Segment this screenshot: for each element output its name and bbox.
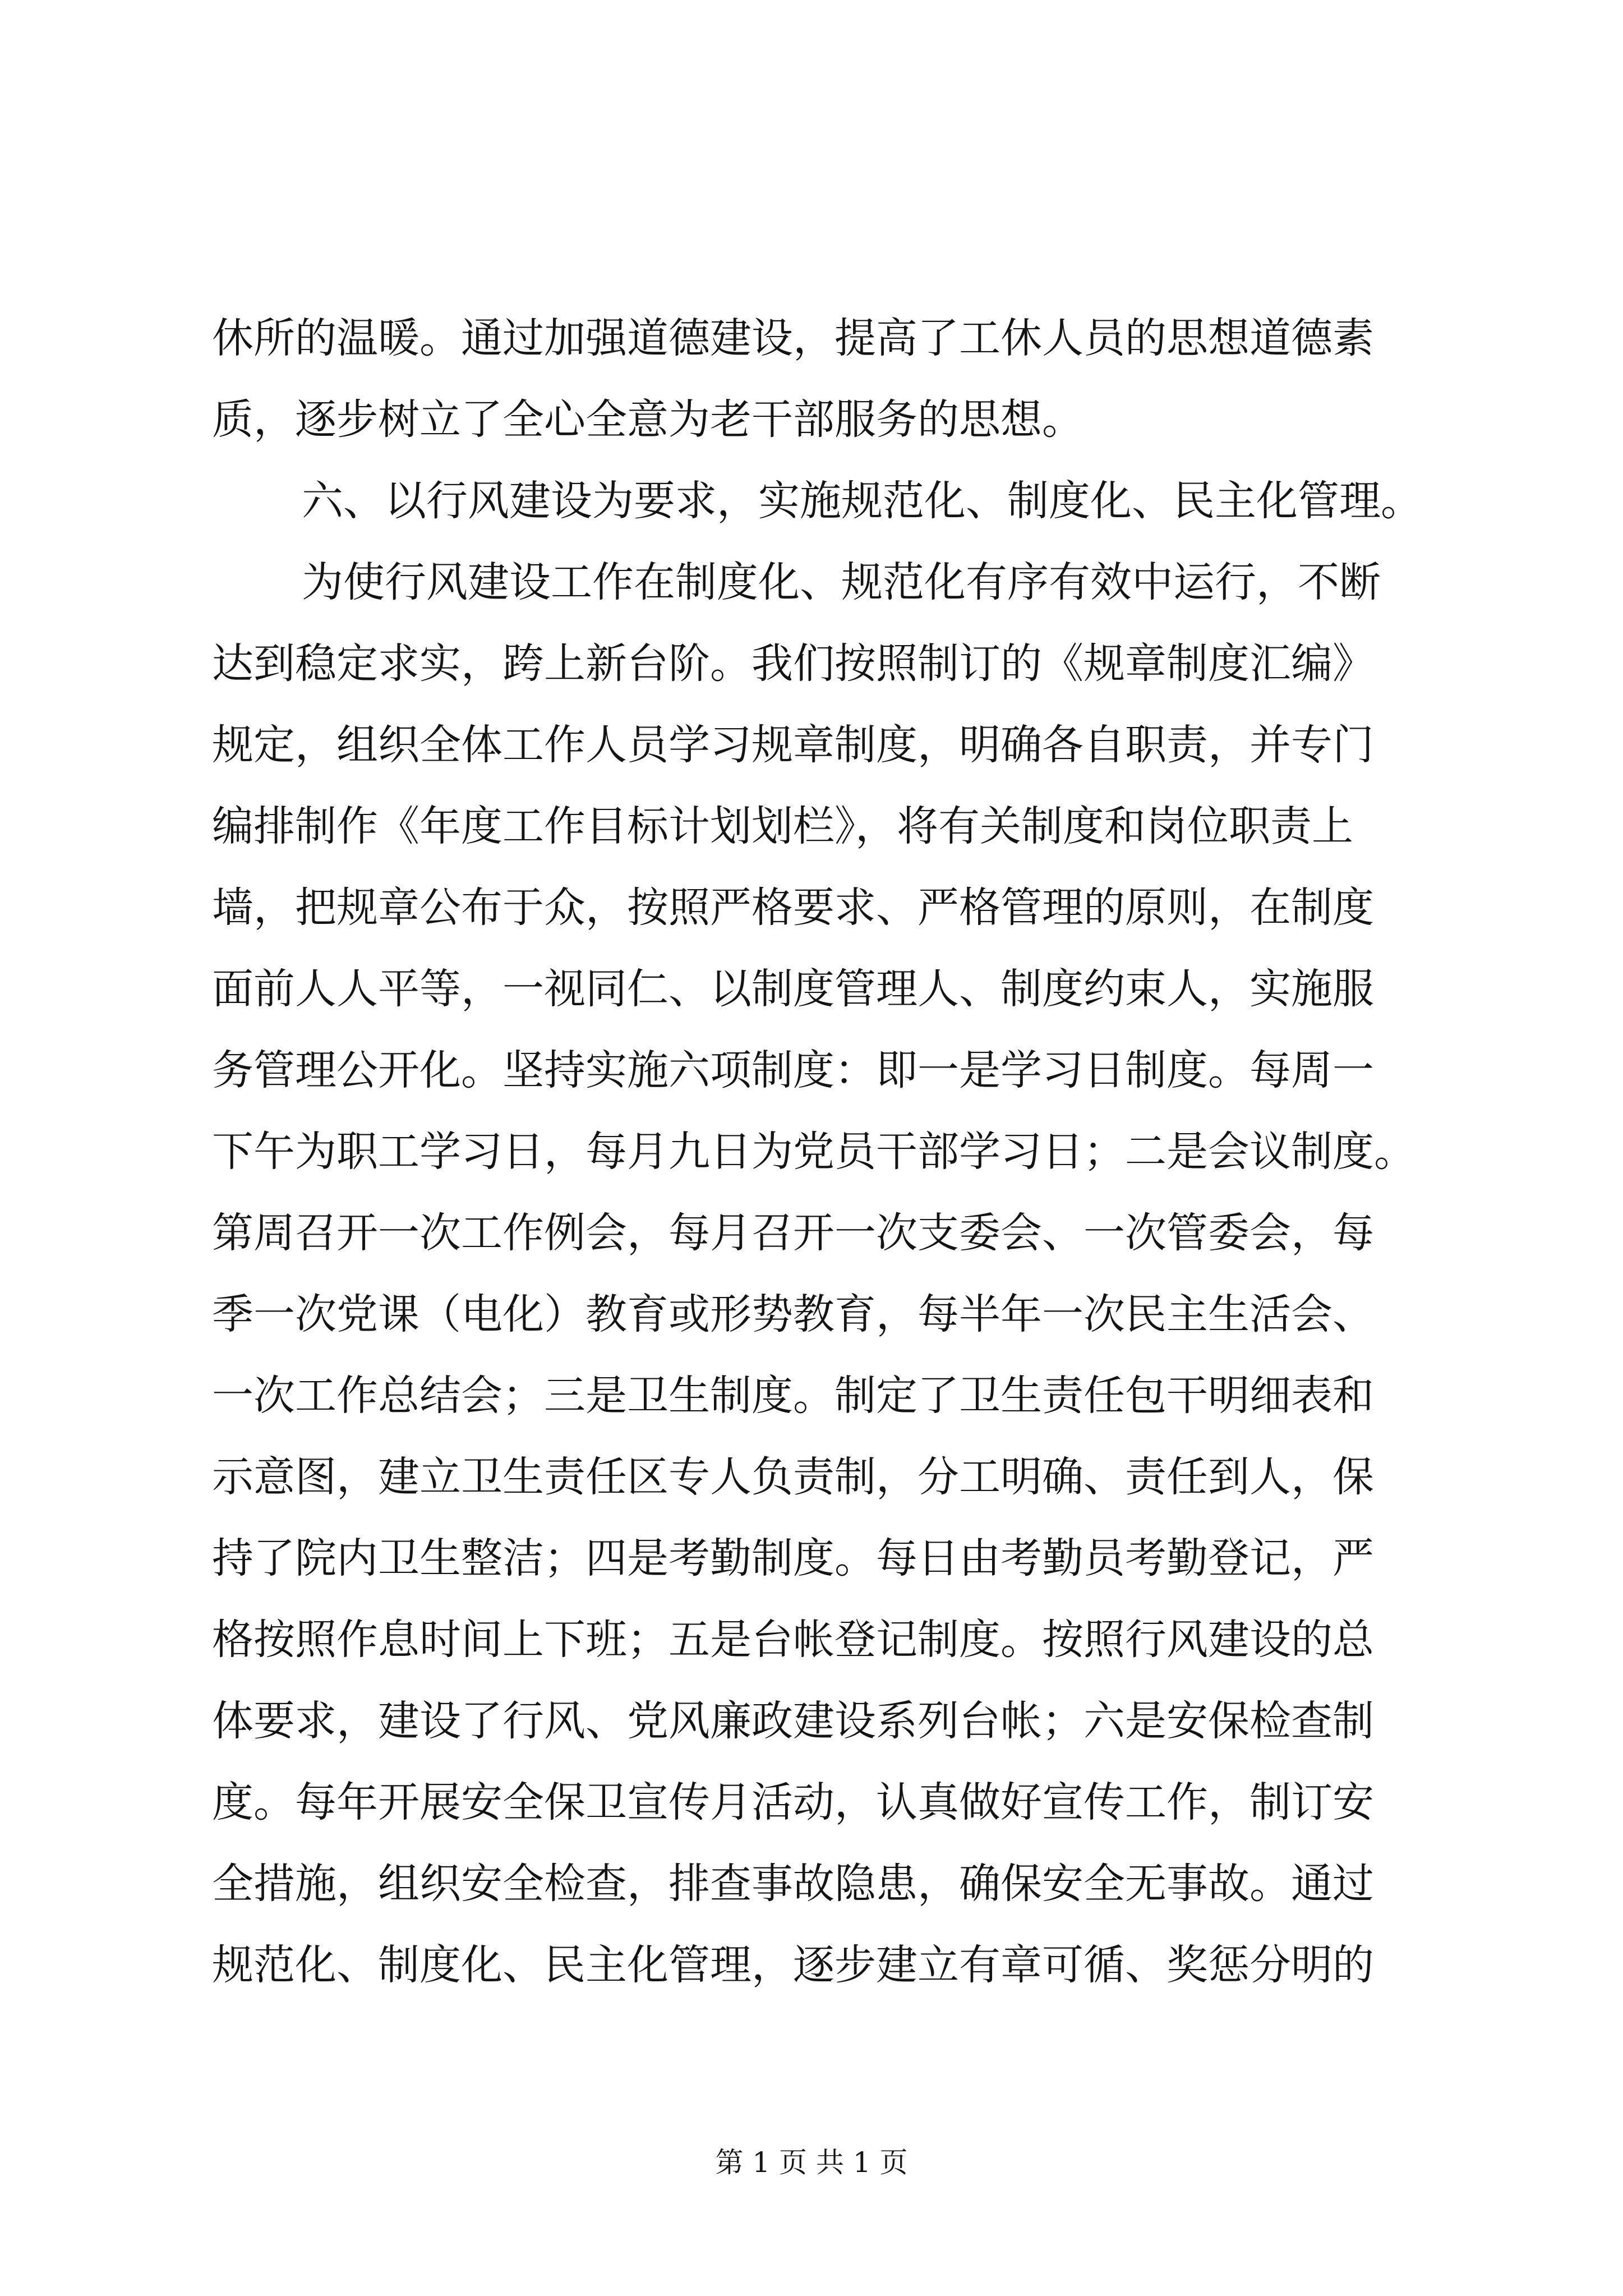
text-line: 持了院内卫生整洁；四是考勤制度。每日由考勤员考勤登记，严 (212, 1534, 1374, 1582)
text-line: 体要求，建设了行风、党风廉政建设系列台帐；六是安保检查制 (212, 1697, 1374, 1745)
text-line: 面前人人平等，一视同仁、以制度管理人、制度约束人，实施服 (212, 965, 1374, 1013)
text-line: 务管理公开化。坚持实施六项制度：即一是学习日制度。每周一 (212, 1046, 1374, 1094)
text-line: 格按照作息时间上下班；五是台帐登记制度。按照行风建设的总 (212, 1616, 1374, 1664)
page-number-label: 第 1 页 共 1 页 (715, 2146, 908, 2179)
page-footer (0, 2143, 1623, 2182)
text-line: 第周召开一次工作例会，每月召开一次支委会、一次管委会，每 (212, 1209, 1374, 1257)
text-line: 下午为职工学习日，每月九日为党员干部学习日；二是会议制度。 (212, 1128, 1415, 1176)
section-heading: 六、以行风建设为要求，实施规范化、制度化、民主化管理。 (302, 477, 1422, 525)
text-line: 质，逐步树立了全心全意为老干部服务的思想。 (212, 395, 1083, 444)
text-line: 编排制作《年度工作目标计划划栏》，将有关制度和岗位职责上 (212, 802, 1353, 850)
text-line: 全措施，组织安全检查，排查事故隐患，确保安全无事故。通过 (212, 1860, 1374, 1908)
paragraph-first-line: 为使行风建设工作在制度化、规范化有序有效中运行，不断 (302, 558, 1381, 606)
text-line: 规范化、制度化、民主化管理，逐步建立有章可循、奖惩分明的 (212, 1941, 1374, 1989)
text-line: 墙，把规章公布于众，按照严格要求、严格管理的原则，在制度 (212, 884, 1374, 932)
text-line: 规定，组织全体工作人员学习规章制度，明确各自职责，并专门 (212, 721, 1374, 769)
text-line: 达到稳定求实，跨上新台阶。我们按照制订的《规章制度汇编》 (212, 639, 1374, 688)
text-line: 休所的温暖。通过加强道德建设，提高了工休人员的思想道德素 (212, 314, 1374, 362)
text-line: 度。每年开展安全保卫宣传月活动，认真做好宣传工作，制订安 (212, 1778, 1374, 1826)
text-line: 季一次党课（电化）教育或形势教育，每半年一次民主生活会、 (212, 1290, 1374, 1338)
text-line: 一次工作总结会；三是卫生制度。制定了卫生责任包干明细表和 (212, 1372, 1374, 1420)
text-line: 示意图，建立卫生责任区专人负责制，分工明确、责任到人，保 (212, 1453, 1374, 1501)
